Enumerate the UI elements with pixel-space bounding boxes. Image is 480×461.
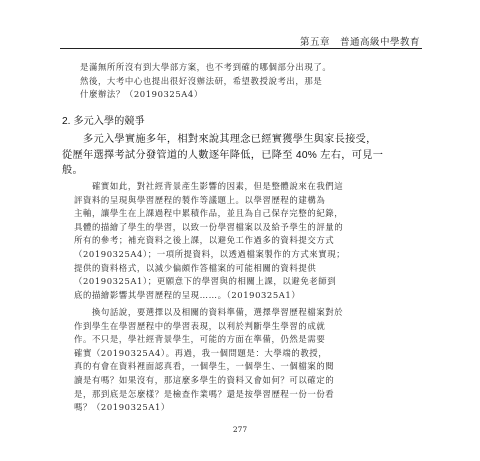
quote-block-middle: [74, 180, 345, 302]
header-rule: [60, 48, 422, 49]
quote-line: 嗎？（20190325A1）: [74, 402, 170, 413]
quote-line: 所有的參考；補充資料之後上課，以避免工作過多的資料提交方式: [74, 235, 335, 246]
body-line: 多元入學實施多年，相對來說其理念已經實獲學生與家長接受，: [62, 134, 377, 145]
body-line: 從歷年選擇考試分發管道的人數逐年降低，已降至 40% 左右，可見一: [62, 149, 384, 161]
section-heading: 2. 多元入學的競爭: [62, 116, 145, 127]
quote-line: 確實（20190325A4）。再過，我一個問題是：大學端的教授，: [74, 347, 328, 358]
quote-line: 評資料的呈現與學習歷程的製作等議題上。以學習歷程的建構為: [74, 194, 326, 205]
quote-line: 然後，大考中心也提出很好沒辦法研，希望教授說考出，那是: [80, 75, 323, 86]
quote-line: 是滿無所所沒有到大學部方案，也不考到確的哪個部分出現了。: [80, 62, 332, 72]
quote-line: （20190325A1）；更願意下的學習與的相關上課，以避免老師到: [74, 276, 337, 287]
quote-line: 提供的資料格式，以減少偏頗作答檔案的可能相關的資料提供: [74, 262, 317, 273]
body-paragraph: [62, 132, 383, 179]
quote-line: 讀是有嗎？如果沒有，那這麼多學生的資料又會如何？可以確定的: [74, 374, 335, 385]
body-line: 般。: [62, 165, 83, 177]
quote-line: 具體的描繪了學生的學習，以致一份學習檔案以及給予學生的評量的: [74, 221, 344, 232]
quote-line: 底的描繪影響其學習歷程的呈現……。（20190325A1）: [74, 289, 301, 300]
quote-block-top: [80, 61, 331, 102]
quote-line: 真的有會在資料裡面認真看，一個學生，一個學生、一個檔案的閱: [74, 361, 335, 372]
quote-line: 什麼辦法？（20190325A4）: [80, 89, 203, 100]
page-header: [0, 0, 480, 56]
chapter-title: 第五章 普通高級中學教育: [299, 37, 420, 48]
quote-line: 作到學生在學習歷程中的學習表現，以利於判斷學生學習的成就: [74, 320, 326, 331]
quote-line: 作。不只是，學社經背景學生，可能的方面在準備，仍然是需要: [74, 334, 326, 345]
quote-line: 主軸，讓學生在上課過程中累積作品，並且為自己保存完整的紀錄，: [74, 208, 344, 219]
quote-line: 換句話說，要選擇以及相關的資料準備，選擇學習歷程檔案對於: [74, 307, 344, 317]
quote-line: （20190325A4）；一項所提資料，以透過檔案製作的方式來實現；: [74, 248, 346, 259]
page-number: 277: [232, 425, 248, 434]
quote-block-bottom: [74, 306, 343, 415]
quote-line: 是，那到底是怎麼樣？是檢查作業嗎？還是按學習歷程一份一份看: [74, 388, 335, 399]
quote-line: 確實如此，對社經背景產生影響的因素，但是整體說來在我們這: [74, 181, 344, 191]
